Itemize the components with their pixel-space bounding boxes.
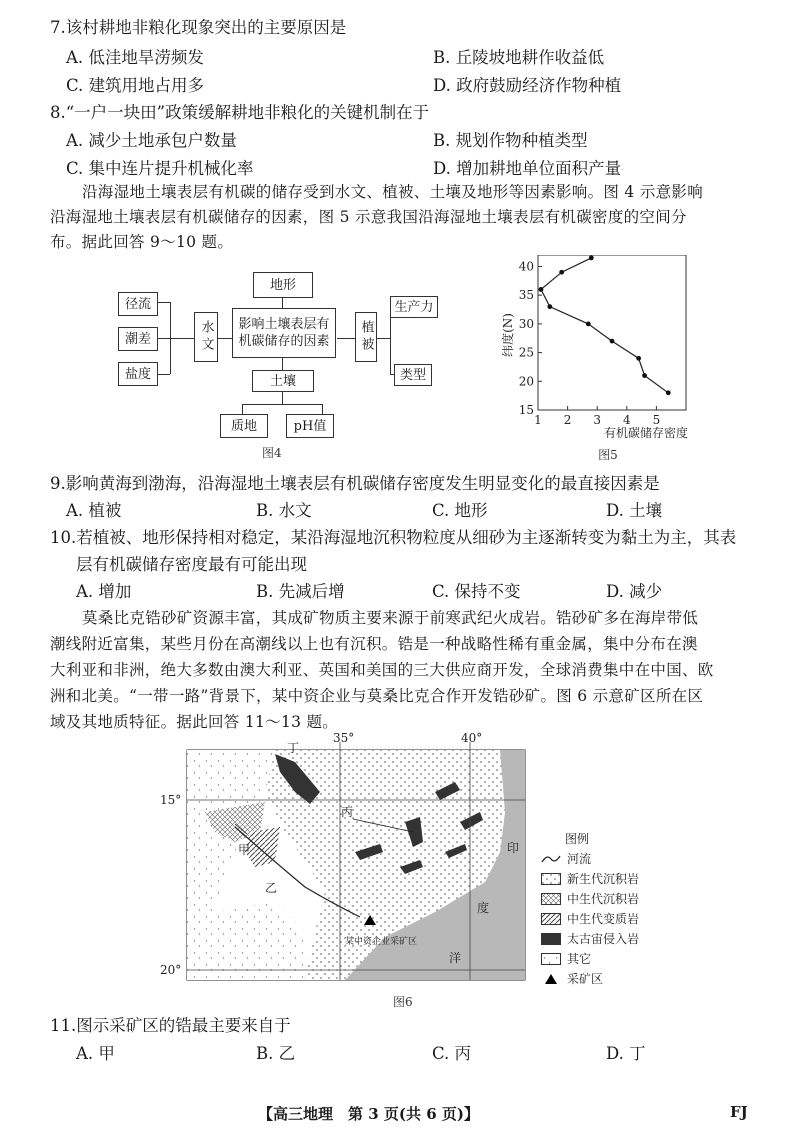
q8-option-b: B. 规划作物种植类型 bbox=[433, 131, 588, 150]
passage1-line2: 沿海湿地土壤表层有机碳储存的因素，图 5 示意我国沿海湿地土壤表层有机碳密度的空间分 bbox=[50, 208, 687, 226]
q8-option-a: A. 减少土地承包户数量 bbox=[66, 131, 237, 150]
fig4-type-box: 类型 bbox=[394, 364, 432, 386]
fig5-ytick-label: 30 bbox=[518, 316, 534, 331]
fig5-ytick-label: 15 bbox=[518, 403, 534, 417]
passage2-line1: 莫桑比克锆砂矿资源丰富，其成矿物质主要来源于前寒武纪火成岩。锆砂矿多在海岸带低 bbox=[82, 609, 699, 627]
fig6-mine-name: 某中资企业采矿区 bbox=[345, 937, 418, 947]
q10-option-c: C. 保持不变 bbox=[432, 582, 521, 601]
passage2-line3: 大利亚和非洲，绝大多数由澳大利亚、英国和美国的三大供应商开发，全球消费集中在中国、欧 bbox=[50, 661, 714, 679]
fig5-xlabel: 有机碳储存密度 bbox=[603, 426, 689, 440]
fig6-legend-mesozoic-meta bbox=[541, 910, 639, 927]
q7-option-b: B. 丘陵坡地耕作收益低 bbox=[433, 48, 605, 67]
fig6-ocean-1: 印 bbox=[507, 841, 520, 855]
archean-swatch-icon bbox=[541, 933, 561, 945]
q8-option-d: D. 增加耕地单位面积产量 bbox=[433, 159, 622, 178]
fig4-caption: 图4 bbox=[262, 446, 282, 460]
figure-4-diagram bbox=[112, 258, 450, 468]
q11-option-c: C. 丙 bbox=[432, 1044, 472, 1063]
fig5-xtick-label: 4 bbox=[622, 413, 631, 427]
fig4-salinity-box: 盐度 bbox=[118, 362, 158, 386]
fig4-runoff-box: 径流 bbox=[118, 292, 158, 316]
fig4-soil-box: 土壤 bbox=[252, 370, 314, 392]
fig5-xtick-label: 3 bbox=[593, 413, 602, 427]
figure-5-chart bbox=[498, 255, 698, 465]
fig6-legend-mesozoic-sed bbox=[541, 890, 639, 907]
fig6-legend-cenozoic bbox=[541, 870, 639, 887]
fig5-data-point bbox=[539, 287, 544, 292]
river-legend-icon bbox=[541, 853, 561, 865]
fig5-data-point bbox=[547, 304, 552, 309]
passage1-line3: 布。据此回答 9～10 题。 bbox=[50, 233, 234, 251]
fig6-label-ding: 丁 bbox=[287, 741, 300, 755]
fig5-ytick-label: 25 bbox=[518, 345, 534, 360]
fig6-ocean-3: 洋 bbox=[449, 951, 462, 965]
fig5-caption: 图5 bbox=[598, 448, 618, 462]
fig4-terrain-box: 地形 bbox=[253, 272, 313, 298]
question-10-stem-line2: 层有机碳储存密度最有可能出现 bbox=[76, 555, 307, 574]
question-11-stem: 11.图示采矿区的锆最主要来自于 bbox=[50, 1016, 291, 1035]
fig5-xtick-label: 5 bbox=[652, 413, 661, 427]
q8-option-c: C. 集中连片提升机械化率 bbox=[66, 159, 254, 178]
fig5-series-line bbox=[541, 258, 668, 393]
fig4-texture-box: 质地 bbox=[220, 414, 268, 438]
fig4-vegetation-box: 植被 bbox=[355, 312, 377, 362]
passage2-line4: 洲和北美。“一带一路”背景下，某中资企业与莫桑比克合作开发锆砂矿。图 6 示意矿区所在区 bbox=[50, 687, 704, 705]
fig5-data-point bbox=[559, 270, 564, 275]
fig5-svg bbox=[498, 255, 698, 465]
question-9-stem: 9.影响黄海到渤海，沿海湿地土壤表层有机碳储存密度发生明显变化的最直接因素是 bbox=[50, 474, 660, 493]
q9-option-d: D. 土壤 bbox=[606, 501, 663, 520]
legend-cenozoic-text: 新生代沉积岩 bbox=[567, 872, 640, 886]
fig6-lat20: 20° bbox=[160, 963, 182, 977]
legend-mine-text: 采矿区 bbox=[567, 972, 604, 986]
fig6-legend-other bbox=[541, 950, 591, 967]
other-swatch-icon bbox=[541, 953, 561, 965]
footer-title: 【高三地理 第 3 页(共 6 页)】 bbox=[258, 1105, 479, 1123]
q7-option-c: C. 建筑用地占用多 bbox=[66, 76, 205, 95]
fig6-legend-river bbox=[541, 850, 591, 867]
passage1-line1: 沿海湿地土壤表层有机碳的储存受到水文、植被、土壤及地形等因素影响。图 4 示意影响 bbox=[82, 183, 704, 201]
q11-option-d: D. 丁 bbox=[606, 1044, 646, 1063]
fig6-legend-mine bbox=[541, 970, 603, 987]
footer-code: FJ bbox=[730, 1103, 748, 1121]
fig5-data-point bbox=[589, 255, 594, 260]
fig5-ytick-label: 35 bbox=[518, 288, 534, 303]
mesozoic-sed-swatch-icon bbox=[541, 893, 561, 905]
fig4-hydrology-box: 水文 bbox=[194, 312, 218, 362]
cenozoic-swatch-icon bbox=[541, 873, 561, 885]
q11-option-a: A. 甲 bbox=[76, 1044, 115, 1063]
fig6-label-jia: 甲 bbox=[238, 843, 251, 857]
mesozoic-meta-swatch-icon bbox=[541, 913, 561, 925]
fig4-productivity-box: 生产力 bbox=[390, 296, 438, 318]
fig6-legend-title bbox=[565, 830, 589, 847]
fig5-ylabel: 纬度(N) bbox=[501, 313, 515, 357]
question-7-stem: 7.该村耕地非粮化现象突出的主要原因是 bbox=[50, 18, 347, 37]
fig6-ocean-2: 度 bbox=[477, 901, 490, 915]
passage2-line2: 潮线附近富集，某些月份在高潮线以上也有沉积。锆是一种战略性稀有重金属，集中分布在澳 bbox=[50, 635, 698, 653]
fig6-label-bing: 丙 bbox=[341, 805, 354, 819]
fig6-legend-archean bbox=[541, 930, 639, 947]
q11-option-b: B. 乙 bbox=[256, 1044, 296, 1063]
fig6-lon40: 40° bbox=[461, 732, 483, 745]
fig5-data-point bbox=[642, 373, 647, 378]
fig5-data-point bbox=[610, 339, 615, 344]
q10-option-d: D. 减少 bbox=[606, 582, 663, 601]
q9-option-b: B. 水文 bbox=[256, 501, 312, 520]
legend-other-text: 其它 bbox=[567, 952, 592, 966]
fig5-data-point bbox=[666, 390, 671, 395]
fig5-xtick-label: 1 bbox=[534, 413, 542, 427]
fig5-ytick-label: 40 bbox=[518, 259, 534, 274]
q10-option-b: B. 先减后增 bbox=[256, 582, 345, 601]
fig6-caption: 图6 bbox=[393, 995, 413, 1009]
q9-option-a: A. 植被 bbox=[66, 501, 122, 520]
question-8-stem: 8.“一户一块田”政策缓解耕地非粮化的关键机制在于 bbox=[50, 103, 430, 122]
fig5-ytick-label: 20 bbox=[518, 374, 534, 389]
mine-triangle-icon bbox=[541, 973, 561, 985]
q9-option-c: C. 地形 bbox=[432, 501, 488, 520]
legend-title-text: 图例 bbox=[565, 832, 590, 846]
fig4-tide-box: 潮差 bbox=[118, 327, 158, 351]
q7-option-d: D. 政府鼓励经济作物种植 bbox=[433, 76, 622, 95]
question-10-stem-line1: 10.若植被、地形保持相对稳定，某沿海湿地沉积物粒度从细砂为主逐渐转变为黏土为主，其表 bbox=[50, 528, 737, 547]
legend-mesozoic-meta-text: 中生代变质岩 bbox=[567, 912, 640, 926]
fig6-label-yi: 乙 bbox=[265, 881, 278, 895]
passage2-line5: 域及其地质特征。据此回答 11～13 题。 bbox=[50, 713, 339, 731]
legend-river-text: 河流 bbox=[567, 852, 592, 866]
fig5-plot-frame bbox=[538, 255, 686, 410]
fig6-lon35: 35° bbox=[333, 732, 355, 745]
fig5-data-point bbox=[636, 356, 641, 361]
fig4-center-box: 影响土壤表层有机碳储存的因素 bbox=[232, 308, 336, 358]
fig5-xtick-label: 2 bbox=[563, 413, 572, 427]
fig6-lat15: 15° bbox=[160, 793, 182, 807]
legend-archean-text: 太古宙侵入岩 bbox=[567, 932, 640, 946]
legend-mesozoic-sed-text: 中生代沉积岩 bbox=[567, 892, 640, 906]
q7-option-a: A. 低洼地旱涝频发 bbox=[66, 48, 204, 67]
figure-6-map bbox=[155, 732, 655, 1017]
q10-option-a: A. 增加 bbox=[76, 582, 132, 601]
fig5-data-point bbox=[586, 321, 591, 326]
fig4-ph-box: pH值 bbox=[286, 414, 334, 438]
